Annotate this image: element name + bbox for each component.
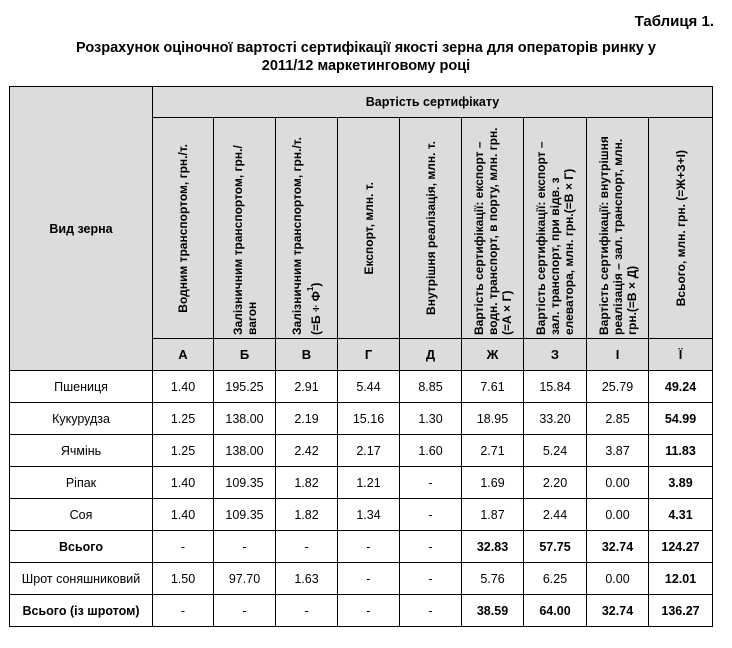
table-cell: 2.44 [524,499,587,531]
column-letter: Ї [649,339,713,371]
table-cell: 33.20 [524,403,587,435]
group-header-certificate-cost: Вартість сертифікату [153,87,713,118]
column-header-rail-per-ton: Залізничним транспортом, грн./т. $(=Б\div Ф^1)$ [276,118,338,339]
grand-total-row [10,595,713,627]
table-cell: 1.50 [153,563,214,595]
table-cell: 32.74 [587,595,649,627]
table-cell: - [214,531,276,563]
row-total-cell: 49.24 [649,371,713,403]
table-cell: 25.79 [587,371,649,403]
grain-name: Всього [10,531,153,563]
grain-name: Всього (із шротом) [10,595,153,627]
table-cell: 109.35 [214,467,276,499]
column-header-export: Експорт, млн. т. [338,118,400,339]
table-cell: 1.87 [462,499,524,531]
table-cell: 18.95 [462,403,524,435]
column-letter: І [587,339,649,371]
column-header-water-transport: Водним транспортом, грн./т. [153,118,214,339]
grain-name: Шрот соняшниковий [10,563,153,595]
column-header-grain-type: Вид зерна [10,87,153,371]
table-cell: 7.61 [462,371,524,403]
table-cell: - [338,563,400,595]
table-cell: 5.76 [462,563,524,595]
table-cell: 32.74 [587,531,649,563]
table-cell: - [338,595,400,627]
column-letter: З [524,339,587,371]
table-cell: 0.00 [587,467,649,499]
row-total-cell: 124.27 [649,531,713,563]
table-cell: 2.17 [338,435,400,467]
table-cell: - [276,531,338,563]
table-cell: 1.40 [153,499,214,531]
table-cell: 2.20 [524,467,587,499]
table-cell: 195.25 [214,371,276,403]
table-row [10,435,713,467]
table-cell: 5.44 [338,371,400,403]
table-cell: 1.69 [462,467,524,499]
table-cell: 1.40 [153,371,214,403]
table-cell: 1.25 [153,403,214,435]
table-cell: - [400,563,462,595]
table-cell: - [400,499,462,531]
table-cell: - [276,595,338,627]
column-letter: Б [214,339,276,371]
table-cell: 2.85 [587,403,649,435]
title-line-2: 2011/12 маркетинговому році [261,58,471,74]
table-row [10,499,713,531]
table-cell: 38.59 [462,595,524,627]
table-cell: 5.24 [524,435,587,467]
row-total-cell: 12.01 [649,563,713,595]
column-letter: Д [400,339,462,371]
grain-name: Кукурудза [10,403,153,435]
certification-cost-table [9,86,713,627]
table-cell: 2.91 [276,371,338,403]
table-cell: 1.30 [400,403,462,435]
table-cell: 1.82 [276,499,338,531]
table-cell: 97.70 [214,563,276,595]
row-total-cell: 11.83 [649,435,713,467]
column-header-export-rail-cost: Вартість сертифікації: експорт – зал. транспорт, при відв. з елеватора, млн. грн.(=В×Г) [524,118,587,339]
row-total-cell: 3.89 [649,467,713,499]
title-line-1: Розрахунок оціночної вартості сертифікації якості зерна для операторів ринку у [76,40,656,56]
column-header-domestic-sales: Внутрішня реалізація, млн. т. [400,118,462,339]
column-letter: В [276,339,338,371]
subtotal-row [10,531,713,563]
column-header-total: Всього, млн. грн. (=Ж+З+І) [649,118,713,339]
table-cell: 1.25 [153,435,214,467]
row-total-cell: 54.99 [649,403,713,435]
grain-name: Ячмінь [10,435,153,467]
table-cell: - [400,531,462,563]
column-letter: Г [338,339,400,371]
table-cell: - [153,531,214,563]
grain-name: Соя [10,499,153,531]
column-header-domestic-rail-cost: Вартість сертифікації: внутрішня реалізація – зал. транспорт, млн. грн.(=В×Д) [587,118,649,339]
table-cell: 1.34 [338,499,400,531]
table-number: Таблиця 1. [634,13,714,30]
table-cell: 1.63 [276,563,338,595]
grain-name: Ріпак [10,467,153,499]
table-cell: 1.21 [338,467,400,499]
table-cell: 109.35 [214,499,276,531]
table-cell: 1.60 [400,435,462,467]
table-cell: 0.00 [587,563,649,595]
table-cell: 2.19 [276,403,338,435]
table-cell: - [400,467,462,499]
table-cell: 64.00 [524,595,587,627]
table-row [10,371,713,403]
table-row [10,563,713,595]
row-total-cell: 136.27 [649,595,713,627]
row-total-cell: 4.31 [649,499,713,531]
table-cell: 57.75 [524,531,587,563]
table-row [10,467,713,499]
column-letter: Ж [462,339,524,371]
table-cell: 1.82 [276,467,338,499]
table-title [0,39,732,75]
table-cell: 2.71 [462,435,524,467]
table-cell: 8.85 [400,371,462,403]
table-cell: - [338,531,400,563]
table-cell: 1.40 [153,467,214,499]
table-cell: 2.42 [276,435,338,467]
table-cell: - [400,595,462,627]
table-cell: 15.84 [524,371,587,403]
table-cell: 138.00 [214,403,276,435]
table-cell: 15.16 [338,403,400,435]
table-cell: - [153,595,214,627]
column-letter: А [153,339,214,371]
table-cell: - [214,595,276,627]
table-row [10,403,713,435]
table-cell: 0.00 [587,499,649,531]
table-cell: 138.00 [214,435,276,467]
column-header-rail-per-wagon: Залізничним транспортом, грн./вагон [214,118,276,339]
grain-name: Пшениця [10,371,153,403]
table-cell: 6.25 [524,563,587,595]
table-cell: 3.87 [587,435,649,467]
table-cell: 32.83 [462,531,524,563]
column-header-export-water-cost: Вартість сертифікації: експорт – водн. транспорт, в порту, млн. грн.(=А×Г) [462,118,524,339]
